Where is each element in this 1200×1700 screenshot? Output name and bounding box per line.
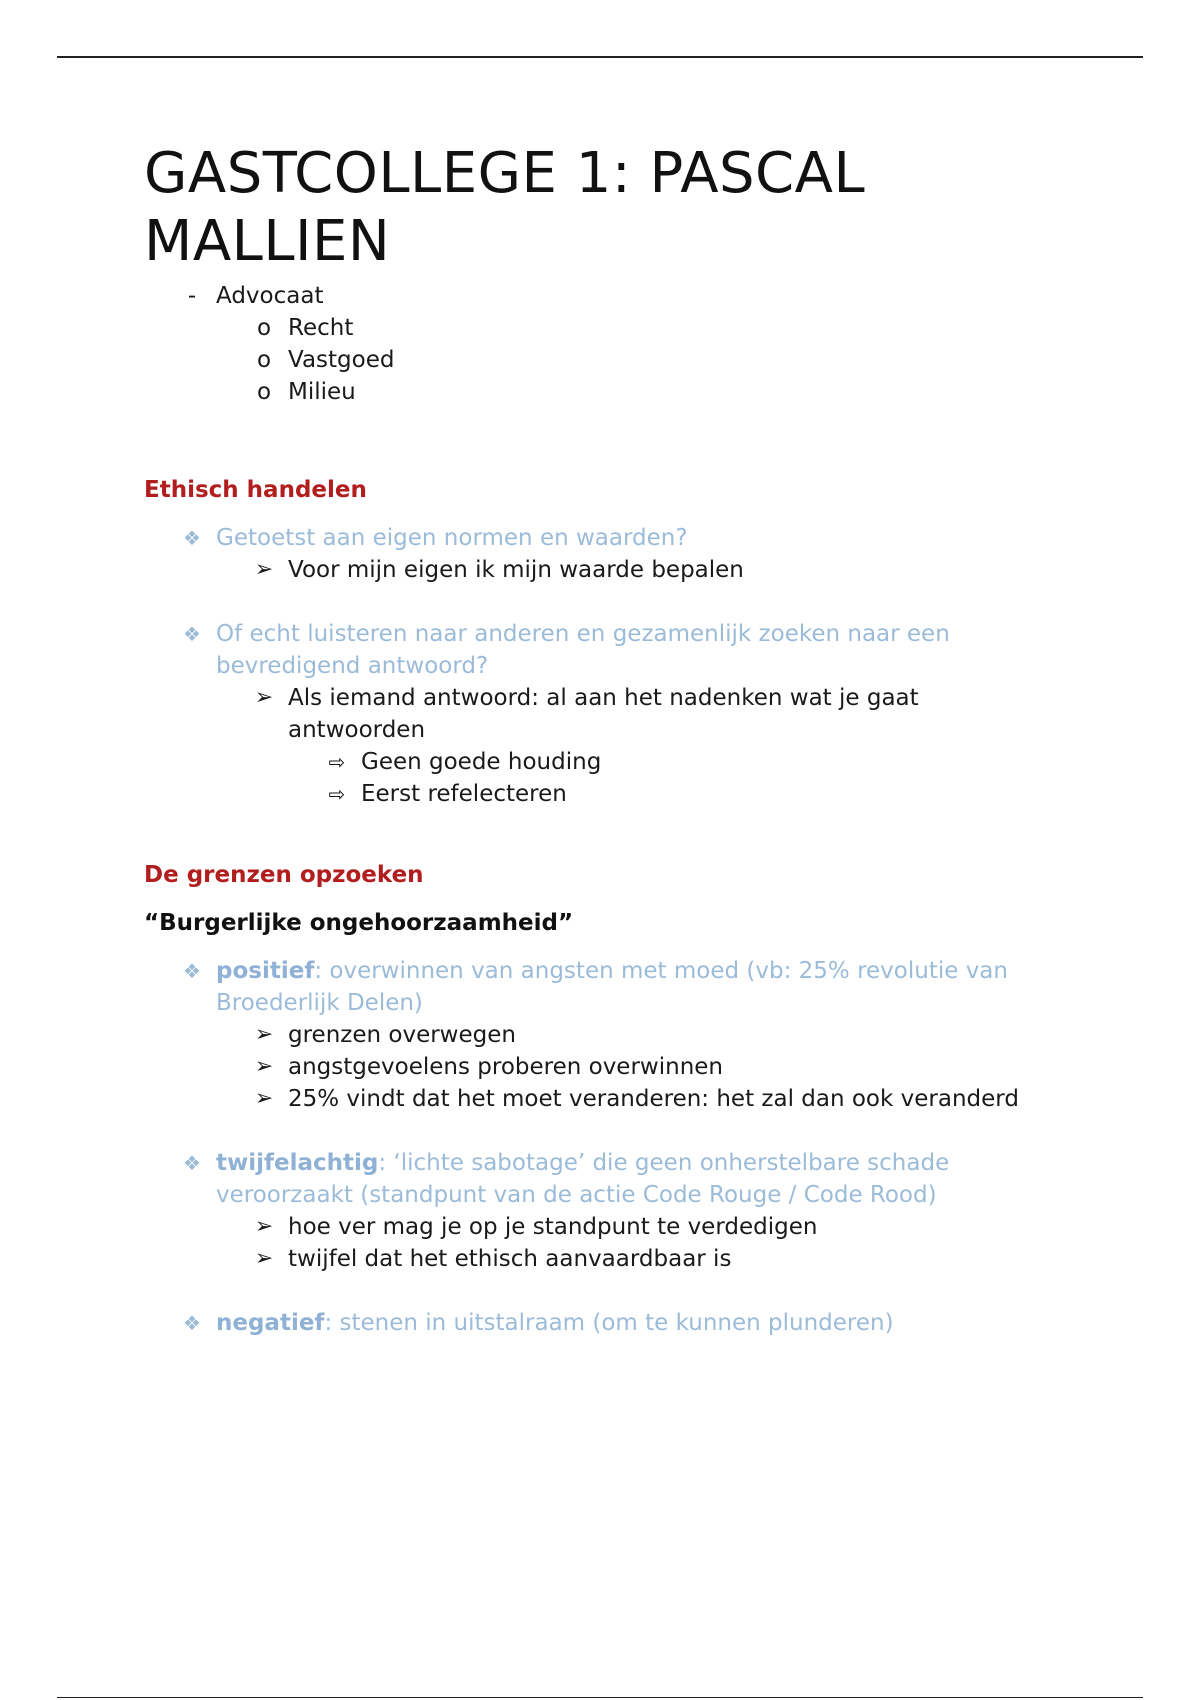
arrow-bullet-icon: ➢ bbox=[254, 1086, 274, 1111]
document-body bbox=[144, 140, 1104, 1339]
circle-bullet-icon: o bbox=[256, 347, 272, 373]
list-item: o Recht bbox=[144, 312, 1104, 344]
diamond-bullet-icon: ❖ bbox=[183, 959, 201, 983]
section-heading: Ethisch handelen bbox=[144, 477, 367, 503]
list-item: o Vastgoed bbox=[144, 344, 1104, 376]
list-item: ➢ twijfel dat het ethisch aanvaardbaar is bbox=[144, 1243, 1104, 1275]
arrow-bullet-icon: ➢ bbox=[254, 685, 274, 710]
arrow-bullet-icon: ➢ bbox=[254, 1246, 274, 1271]
list-item: ➢ angstgevoelens proberen overwinnen bbox=[144, 1051, 1104, 1083]
bottom-rule bbox=[57, 1697, 1143, 1698]
list-item: ❖ positief: overwinnen van angsten met moed (vb: 25% revolutie van bbox=[144, 955, 1104, 987]
diamond-bullet-icon: ❖ bbox=[183, 526, 201, 550]
arrow-bullet-icon: ➢ bbox=[254, 1022, 274, 1047]
list-item-continuation: bevredigend antwoord? bbox=[216, 653, 489, 679]
list-item: ❖ twijfelachtig: ‘lichte sabotage’ die geen onherstelbare schade bbox=[144, 1147, 1104, 1179]
hollow-arrow-icon: ⇨ bbox=[328, 782, 346, 806]
list-item: ❖ Getoetst aan eigen normen en waarden? bbox=[144, 522, 1104, 554]
list-item: - Advocaat bbox=[144, 280, 1104, 312]
list-item-continuation: Broederlijk Delen) bbox=[216, 990, 423, 1016]
list-item: ⇨ Geen goede houding bbox=[144, 746, 1104, 778]
diamond-bullet-icon: ❖ bbox=[183, 622, 201, 646]
list-item: ➢ hoe ver mag je op je standpunt te verdedigen bbox=[144, 1211, 1104, 1243]
list-item: ➢ Als iemand antwoord: al aan het nadenken wat je gaat bbox=[144, 682, 1104, 714]
list-item: ❖ Of echt luisteren naar anderen en gezamenlijk zoeken naar een bbox=[144, 618, 1104, 650]
arrow-bullet-icon: ➢ bbox=[254, 1054, 274, 1079]
list-item-continuation: veroorzaakt (standpunt van de actie Code Rouge / Code Rood) bbox=[216, 1182, 937, 1208]
circle-bullet-icon: o bbox=[256, 315, 272, 341]
diamond-bullet-icon: ❖ bbox=[183, 1311, 201, 1335]
section-heading: De grenzen opzoeken bbox=[144, 862, 424, 888]
diamond-bullet-icon: ❖ bbox=[183, 1151, 201, 1175]
list-item: ❖ negatief: stenen in uitstalraam (om te kunnen plunderen) bbox=[144, 1307, 1104, 1339]
arrow-bullet-icon: ➢ bbox=[254, 557, 274, 582]
list-item: ➢ 25% vindt dat het moet veranderen: het zal dan ook veranderd bbox=[144, 1083, 1104, 1115]
list-item: ➢ grenzen overwegen bbox=[144, 1019, 1104, 1051]
page-title: GASTCOLLEGE 1: PASCAL MALLIEN bbox=[144, 141, 866, 274]
list-item-continuation: antwoorden bbox=[288, 717, 426, 743]
section-subheading: “Burgerlijke ongehoorzaamheid” bbox=[144, 910, 574, 936]
list-item: ⇨ Eerst refelecteren bbox=[144, 778, 1104, 810]
arrow-bullet-icon: ➢ bbox=[254, 1214, 274, 1239]
list-item: ➢ Voor mijn eigen ik mijn waarde bepalen bbox=[144, 554, 1104, 586]
list-item: o Milieu bbox=[144, 376, 1104, 408]
dash-icon: - bbox=[187, 283, 197, 309]
hollow-arrow-icon: ⇨ bbox=[328, 750, 346, 774]
top-rule bbox=[57, 56, 1143, 58]
circle-bullet-icon: o bbox=[256, 379, 272, 405]
